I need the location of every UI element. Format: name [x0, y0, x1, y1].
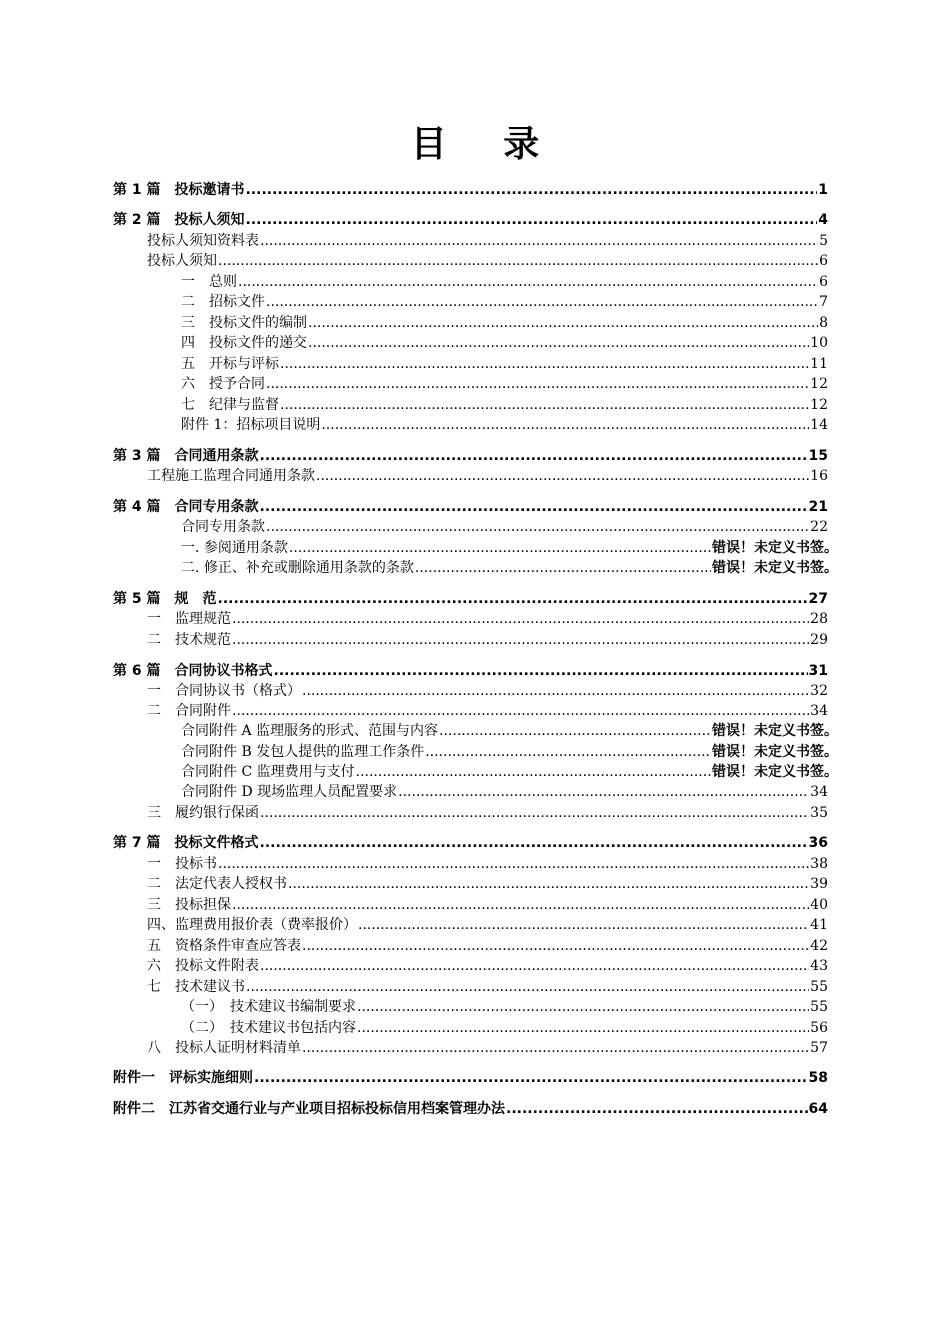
toc-entry-title: 合同附件 D 现场监理人员配置要求: [181, 784, 398, 800]
toc-leader-dots: [232, 609, 809, 629]
toc-entry-title: 第 4 篇 合同专用条款: [113, 499, 259, 515]
toc-entry[interactable]: [147, 936, 828, 956]
toc-entry-title: 第 7 篇 投标文件格式: [113, 835, 259, 851]
toc-entry[interactable]: [181, 762, 838, 782]
toc-leader-dots: [289, 538, 711, 558]
toc-entry[interactable]: [181, 395, 828, 415]
toc-entry[interactable]: [181, 313, 828, 333]
toc-entry-title: 三 投标文件的编制: [181, 315, 307, 331]
toc-entry-page: 55: [810, 999, 828, 1015]
toc-leader-dots: [316, 466, 809, 486]
toc-entry-page: 56: [810, 1020, 828, 1036]
toc-entry-title: 投标人须知资料表: [147, 233, 259, 249]
toc-entry-page: 28: [810, 611, 828, 627]
toc-entry-error: 错误！未定义书签。: [712, 723, 838, 739]
toc-entry[interactable]: [147, 895, 828, 915]
toc-entry[interactable]: [147, 1038, 828, 1058]
toc-entry-page: 29: [810, 632, 828, 648]
toc-leader-dots: [246, 210, 818, 230]
toc-entry-title: 合同附件 B 发包人提供的监理工作条件: [181, 744, 425, 760]
toc-entry-page: 31: [808, 663, 828, 679]
toc-leader-dots: [246, 977, 809, 997]
toc-entry-page: 12: [810, 376, 828, 392]
toc-entry-title: 附件一 评标实施细则: [113, 1070, 253, 1086]
toc-entry-page: 64: [808, 1101, 828, 1117]
toc-entry[interactable]: [181, 517, 828, 537]
toc-leader-dots: [232, 701, 809, 721]
toc-entry[interactable]: [113, 833, 828, 853]
toc-leader-dots: [238, 272, 818, 292]
toc-entry-page: 7: [819, 294, 828, 310]
toc-entry-page: 14: [810, 417, 828, 433]
toc-entry-title: 第 1 篇 投标邀请书: [113, 182, 245, 198]
toc-entry-title: 三 投标担保: [147, 897, 231, 913]
toc-entry-title: 一 合同协议书（格式）: [147, 683, 301, 699]
toc-entry-title: （一） 技术建议书编制要求: [181, 999, 356, 1015]
toc-entry-page: 38: [810, 856, 828, 872]
toc-entry-page: 55: [810, 979, 828, 995]
toc-entry-title: 第 3 篇 合同通用条款: [113, 448, 259, 464]
toc-entry[interactable]: [181, 997, 828, 1017]
toc-entry-page: 21: [808, 499, 828, 515]
toc-entry[interactable]: [147, 609, 828, 629]
toc-leader-dots: [218, 854, 809, 874]
toc-leader-dots: [266, 374, 809, 394]
toc-entry[interactable]: [113, 446, 828, 466]
toc-entry-title: 合同附件 A 监理服务的形式、范围与内容: [181, 723, 439, 739]
toc-leader-dots: [415, 558, 711, 578]
toc-entry[interactable]: [181, 721, 838, 741]
toc-entry-title: 七 技术建议书: [147, 979, 245, 995]
toc-entry[interactable]: [147, 977, 828, 997]
toc-leader-dots: [288, 874, 809, 894]
toc-leader-dots: [260, 803, 809, 823]
toc-entry-page: 4: [818, 212, 828, 228]
toc-entry[interactable]: [147, 803, 828, 823]
toc-entry[interactable]: [113, 589, 828, 609]
toc-entry[interactable]: [181, 354, 828, 374]
toc-entry-title: 一 监理规范: [147, 611, 231, 627]
toc-entry-title: 六 授予合同: [181, 376, 265, 392]
toc-entry[interactable]: [147, 854, 828, 874]
toc-leader-dots: [280, 354, 809, 374]
toc-entry-title: 二. 修正、补充或删除通用条款的条款: [181, 560, 414, 576]
toc-entry[interactable]: [181, 292, 828, 312]
toc-entry-page: 34: [810, 703, 828, 719]
toc-entry-page: 8: [819, 315, 828, 331]
toc-entry-title: 二 合同附件: [147, 703, 231, 719]
toc-entry-page: 40: [810, 897, 828, 913]
toc-entry-title: 第 2 篇 投标人须知: [113, 212, 245, 228]
toc-entry[interactable]: [147, 466, 828, 486]
toc-leader-dots: [260, 833, 808, 853]
toc-entry-page: 32: [810, 683, 828, 699]
toc-entry-page: 27: [808, 591, 828, 607]
toc-leader-dots: [302, 1038, 809, 1058]
toc-entry-title: 一 总则: [181, 274, 237, 290]
toc-entry-error: 错误！未定义书签。: [712, 764, 838, 780]
toc-entry-title: 七 纪律与监督: [181, 397, 279, 413]
toc-entry-page: 39: [810, 876, 828, 892]
toc-entry[interactable]: [147, 915, 828, 935]
toc-entry-title: 五 资格条件审查应答表: [147, 938, 301, 954]
toc-entry[interactable]: [181, 1018, 828, 1038]
toc-leader-dots: [260, 497, 808, 517]
toc-leader-dots: [260, 231, 818, 251]
toc-entry-title: （二） 技术建议书包括内容: [181, 1020, 356, 1036]
toc-entry[interactable]: [181, 538, 838, 558]
toc-entry-title: 合同专用条款: [181, 519, 265, 535]
toc-entry-page: 35: [810, 805, 828, 821]
toc-entry-page: 36: [808, 835, 828, 851]
toc-entry-title: 三 履约银行保函: [147, 805, 259, 821]
toc-entry-title: 第 6 篇 合同协议书格式: [113, 663, 273, 679]
toc-entry-title: 第 5 篇 规 范: [113, 591, 217, 607]
toc-entry-page: 58: [808, 1070, 828, 1086]
toc-entry[interactable]: [147, 956, 828, 976]
toc-leader-dots: [425, 742, 711, 762]
toc-entry-page: 11: [810, 356, 828, 372]
toc-leader-dots: [356, 762, 711, 782]
toc-entry-page: 6: [819, 274, 828, 290]
toc-leader-dots: [260, 956, 809, 976]
toc-leader-dots: [274, 661, 808, 681]
toc-entry-page: 1: [818, 182, 828, 198]
toc-entry-title: 一. 参阅通用条款: [181, 540, 288, 556]
toc-entry[interactable]: [147, 701, 828, 721]
toc-leader-dots: [218, 251, 818, 271]
toc-entry[interactable]: [181, 558, 838, 578]
toc-entry-page: 16: [810, 468, 828, 484]
toc-leader-dots: [266, 517, 809, 537]
toc-leader-dots: [232, 895, 809, 915]
toc-leader-dots: [232, 630, 809, 650]
page-title: 目 录: [410, 124, 562, 165]
toc-entry-page: 34: [810, 784, 828, 800]
toc-entry[interactable]: [113, 661, 828, 681]
toc-leader-dots: [321, 415, 809, 435]
toc-leader-dots: [308, 313, 818, 333]
toc-entry-page: 22: [810, 519, 828, 535]
toc-entry[interactable]: [147, 251, 828, 271]
toc-leader-dots: [439, 721, 711, 741]
toc-entry[interactable]: [147, 630, 828, 650]
toc-entry[interactable]: [113, 497, 828, 517]
toc-entry-title: 二 招标文件: [181, 294, 265, 310]
toc-leader-dots: [218, 589, 808, 609]
toc-entry-page: 6: [819, 253, 828, 269]
toc-entry-error: 错误！未定义书签。: [712, 744, 838, 760]
toc-entry[interactable]: [147, 681, 828, 701]
toc-entry-page: 57: [810, 1040, 828, 1056]
toc-leader-dots: [302, 681, 809, 701]
toc-leader-dots: [254, 1068, 808, 1088]
toc-entry-page: 12: [810, 397, 828, 413]
toc-entry-title: 二 技术规范: [147, 632, 231, 648]
toc-leader-dots: [246, 180, 818, 200]
toc-entry-title: 二 法定代表人授权书: [147, 876, 287, 892]
toc-entry[interactable]: [147, 231, 828, 251]
toc-entry-title: 合同附件 C 监理费用与支付: [181, 764, 355, 780]
toc-entry-title: 四、监理费用报价表（费率报价）: [147, 917, 357, 933]
toc-entry[interactable]: [181, 415, 828, 435]
toc-leader-dots: [357, 997, 809, 1017]
toc-entry-page: 15: [808, 448, 828, 464]
toc-entry-title: 工程施工监理合同通用条款: [147, 468, 315, 484]
toc-entry[interactable]: [147, 874, 828, 894]
toc-entry[interactable]: [113, 210, 828, 230]
toc-entry[interactable]: [113, 180, 828, 200]
toc-leader-dots: [358, 915, 809, 935]
toc-entry-page: 43: [810, 958, 828, 974]
toc-entry-title: 六 投标文件附表: [147, 958, 259, 974]
toc-leader-dots: [357, 1018, 809, 1038]
toc-leader-dots: [260, 446, 808, 466]
toc-leader-dots: [302, 936, 809, 956]
toc-entry[interactable]: [181, 742, 838, 762]
toc-leader-dots: [266, 292, 818, 312]
toc-leader-dots: [506, 1099, 808, 1119]
toc-entry[interactable]: [181, 272, 828, 292]
toc-entry[interactable]: [181, 333, 828, 353]
toc-entry-title: 一 投标书: [147, 856, 217, 872]
toc-leader-dots: [398, 782, 809, 802]
toc-entry-page: 5: [819, 233, 828, 249]
toc-entry-page: 42: [810, 938, 828, 954]
toc-entry-error: 错误！未定义书签。: [712, 560, 838, 576]
toc-entry-page: 41: [810, 917, 828, 933]
toc-entry-title: 四 投标文件的递交: [181, 335, 307, 351]
toc-leader-dots: [308, 333, 809, 353]
toc-entry-title: 附件 1：招标项目说明: [181, 417, 321, 433]
toc-entry[interactable]: [181, 782, 828, 802]
toc-entry[interactable]: [113, 1099, 828, 1119]
toc-entry-title: 附件二 江苏省交通行业与产业项目招标投标信用档案管理办法: [113, 1101, 505, 1117]
toc-entry-title: 五 开标与评标: [181, 356, 279, 372]
toc-entry-title: 八 投标人证明材料清单: [147, 1040, 301, 1056]
toc-entry-error: 错误！未定义书签。: [712, 540, 838, 556]
toc-entry[interactable]: [113, 1068, 828, 1088]
toc-entry-title: 投标人须知: [147, 253, 217, 269]
toc-entry-page: 10: [810, 335, 828, 351]
toc-entry[interactable]: [181, 374, 828, 394]
toc-leader-dots: [280, 395, 809, 415]
